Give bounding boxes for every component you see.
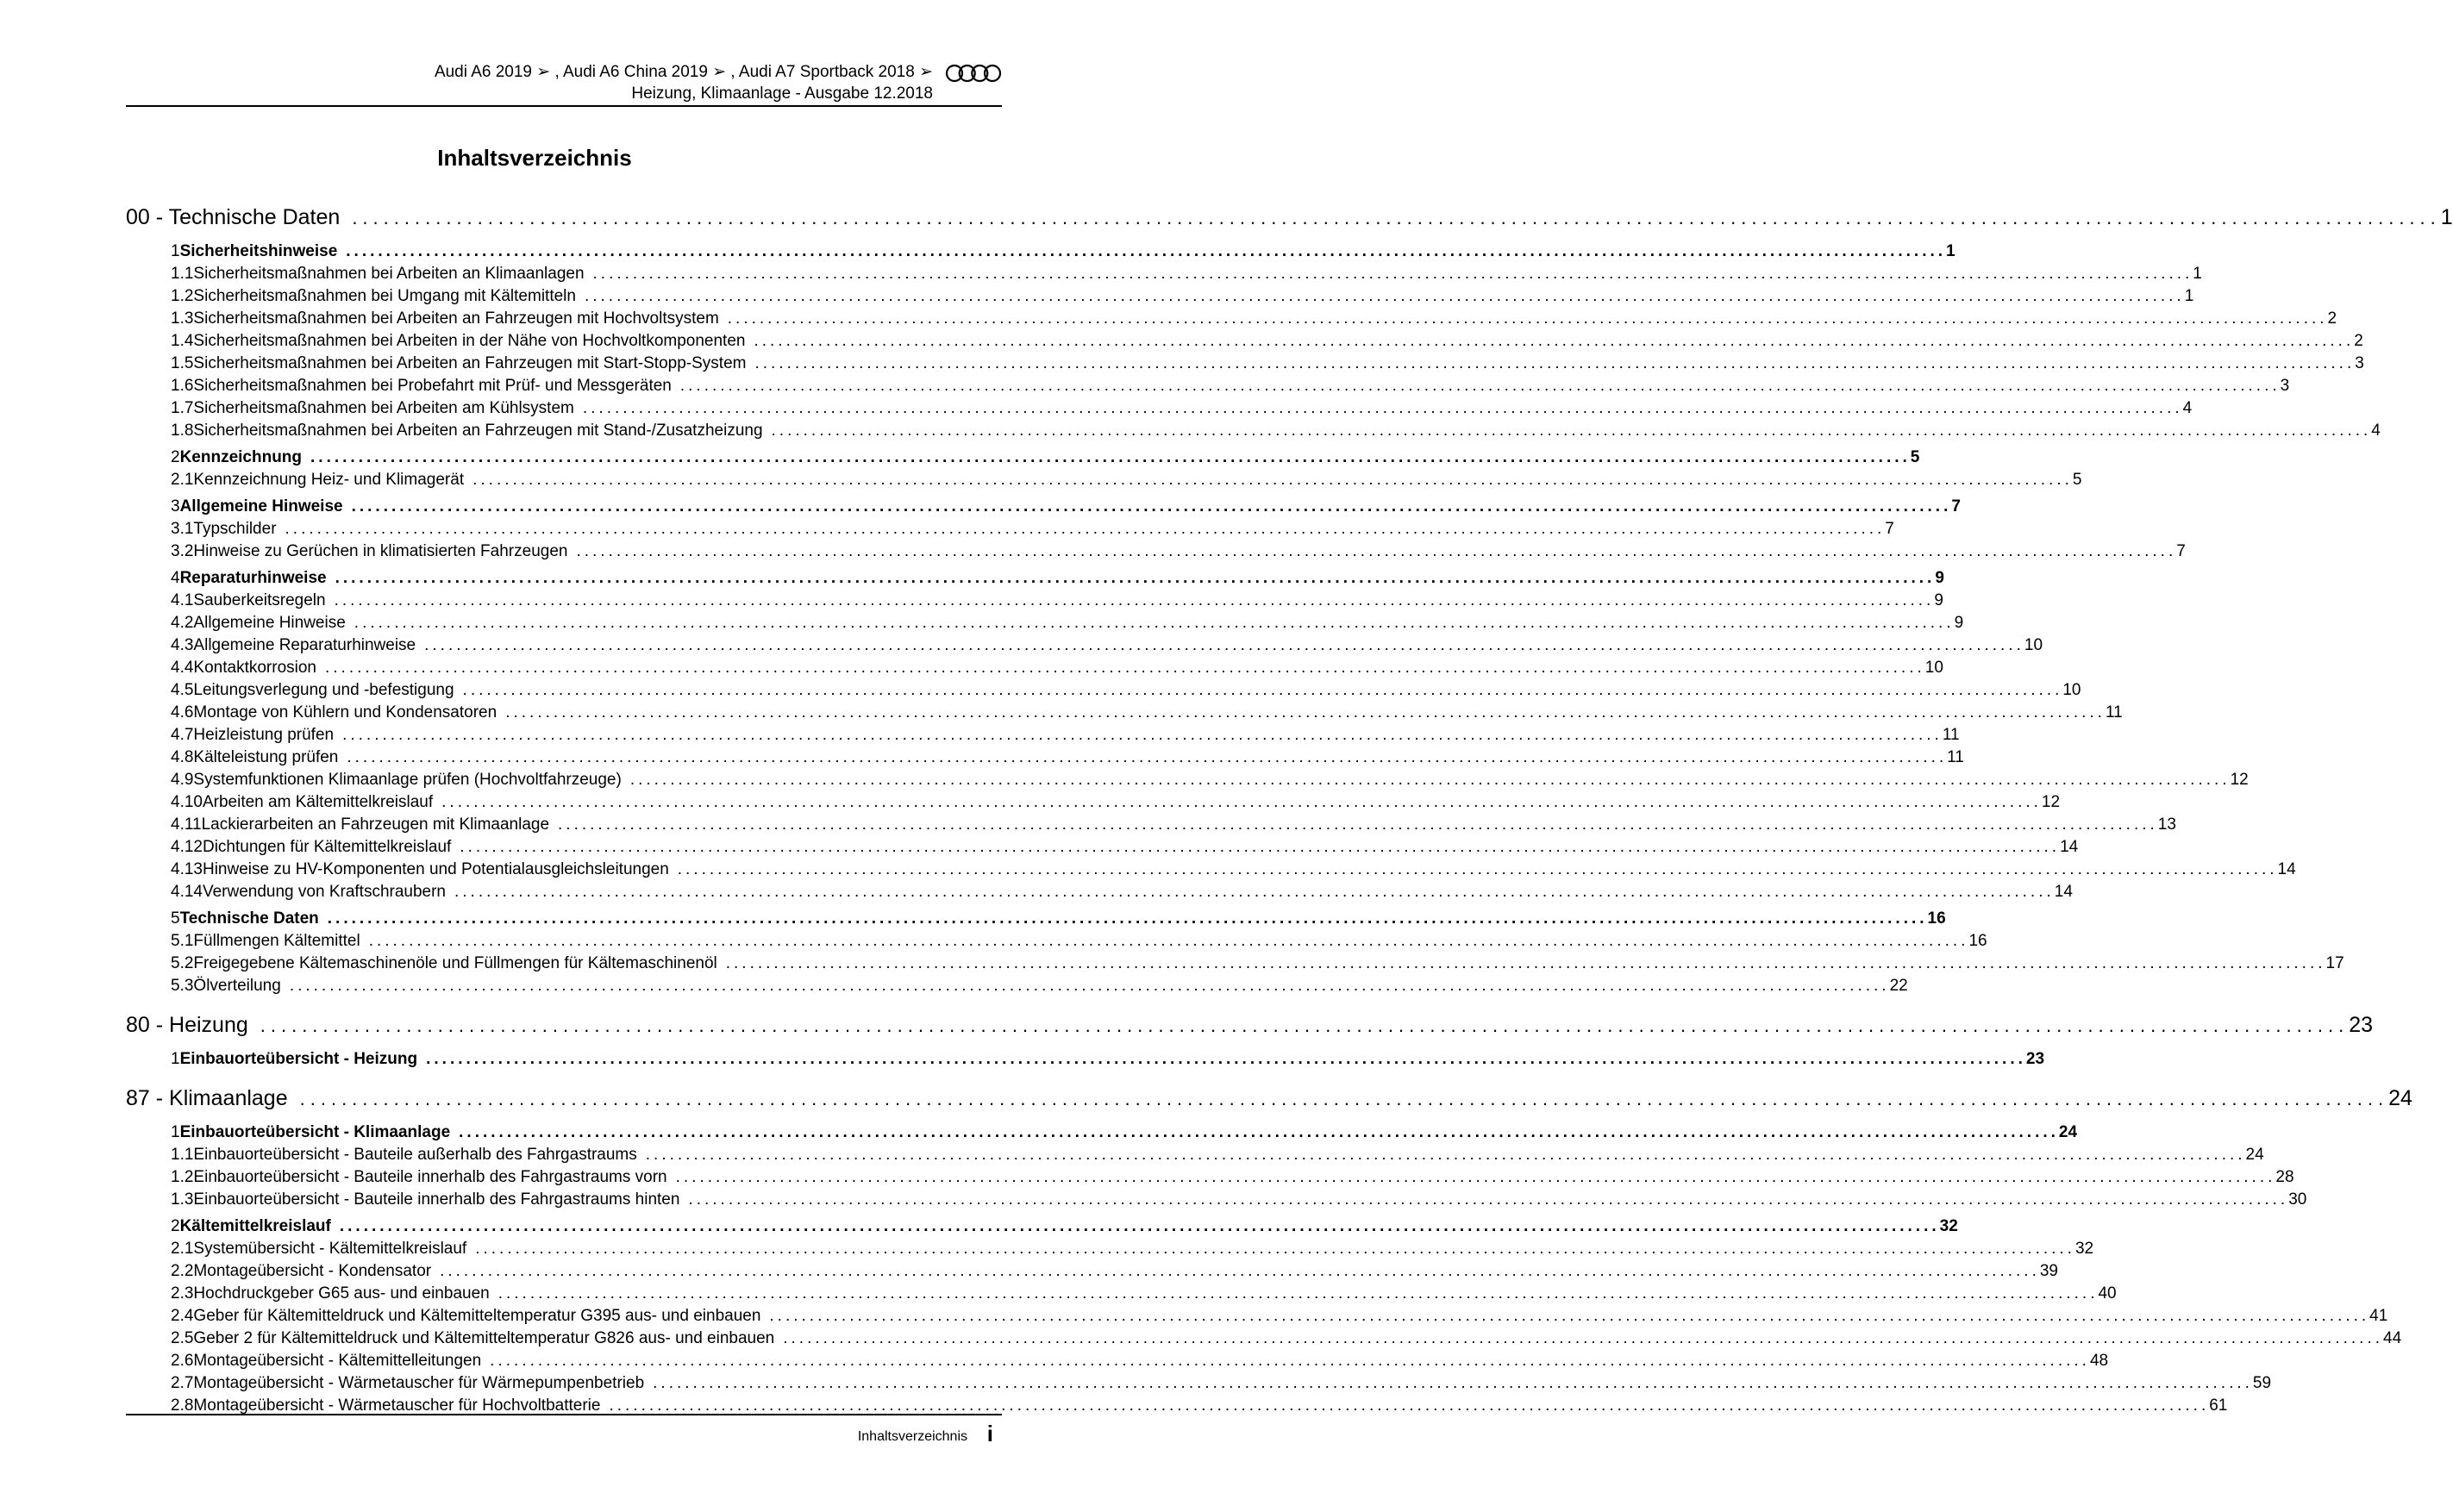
entry-title: Kontaktkorrosion xyxy=(193,659,316,677)
toc-entry[interactable] xyxy=(126,354,2364,377)
dot-leader: ........................................................................................................................................................................................................ xyxy=(771,422,2372,440)
entry-title: Montage von Kühlern und Kondensatoren xyxy=(193,703,497,722)
entry-number: 5.3 xyxy=(171,977,194,995)
entry-title: Montageübersicht - Kondensator xyxy=(193,1262,432,1280)
entry-number: 1.7 xyxy=(171,399,194,417)
dot-leader: ........................................................................................................................................................................................................ xyxy=(424,636,2024,654)
toc-entry[interactable] xyxy=(126,1284,2117,1307)
toc-section[interactable] xyxy=(126,1217,1958,1240)
toc-section[interactable] xyxy=(126,569,1944,591)
entry-title: Montageübersicht - Wärmetauscher für Hochvoltbatterie xyxy=(193,1396,601,1415)
footer-divider xyxy=(126,1414,1002,1415)
entry-number: 2.5 xyxy=(171,1329,194,1347)
entry-page-number: 30 xyxy=(2288,1190,2307,1209)
toc-entry[interactable] xyxy=(126,636,2043,659)
dot-leader: ........................................................................................................................................................................................................ xyxy=(675,1168,2276,1186)
dot-leader: ........................................................................................................................................................................................................ xyxy=(440,1262,2040,1280)
entry-title: Sicherheitsmaßnahmen bei Probefahrt mit Prüf- und Messgeräten xyxy=(193,377,672,395)
table-of-contents xyxy=(126,205,2453,1419)
dot-leader: ........................................................................................................................................................................................................ xyxy=(727,309,2328,328)
entry-page-number: 17 xyxy=(2325,954,2344,972)
entry-number: 1.3 xyxy=(171,1190,194,1209)
entry-title: Einbauorteübersicht - Bauteile innerhalb des Fahrgastraums vorn xyxy=(193,1168,667,1186)
toc-chapter[interactable] xyxy=(126,1013,2374,1046)
header-manual-title: Heizung, Klimaanlage - Ausgabe 12.2018 xyxy=(631,84,933,103)
entry-page-number: 40 xyxy=(2098,1284,2117,1303)
dot-leader: ........................................................................................................................................................................................................ xyxy=(347,748,1948,766)
entry-page-number: 41 xyxy=(2369,1307,2388,1325)
entry-number: 1.8 xyxy=(171,422,194,440)
toc-section[interactable] xyxy=(126,497,1961,520)
dot-leader: ........................................................................................................................................................................................................ xyxy=(490,1352,2090,1370)
dot-leader: ........................................................................................................................................................................................................ xyxy=(454,883,2055,901)
toc-entry[interactable] xyxy=(126,1374,2272,1396)
page-title: Inhaltsverzeichnis xyxy=(437,145,632,171)
entry-title: Leitungsverlegung und -befestigung xyxy=(193,681,454,699)
entry-title: Montageübersicht - Wärmetauscher für Wärmepumpenbetrieb xyxy=(193,1374,645,1392)
entry-page-number: 48 xyxy=(2089,1352,2109,1370)
entry-number: 5.2 xyxy=(171,954,194,972)
entry-number: 1.4 xyxy=(171,332,194,350)
toc-entry[interactable] xyxy=(126,932,1987,954)
toc-section[interactable] xyxy=(126,909,1946,932)
entry-page-number: 12 xyxy=(2230,771,2249,789)
dot-leader: ........................................................................................................................................................................................................ xyxy=(352,207,2441,228)
entry-page-number: 24 xyxy=(2058,1123,2078,1141)
dot-leader: ........................................................................................................................................................................................................ xyxy=(354,614,1955,632)
entry-number: 3 xyxy=(171,497,180,515)
toc-entry[interactable] xyxy=(126,399,2193,422)
toc-entry[interactable] xyxy=(126,520,1894,542)
entry-title: Verwendung von Kraftschraubern xyxy=(202,883,446,901)
dot-leader: ........................................................................................................................................................................................................ xyxy=(441,793,2042,811)
entry-page-number: 14 xyxy=(2060,838,2079,856)
entry-page-number: 32 xyxy=(1939,1217,1958,1235)
dot-leader: ........................................................................................................................................................................................................ xyxy=(582,399,2183,417)
entry-title: Hinweise zu Gerüchen in klimatisierten Fahrzeugen xyxy=(193,542,568,560)
page-header xyxy=(126,60,1002,107)
entry-number: 3.1 xyxy=(171,520,194,538)
toc-section[interactable] xyxy=(126,448,1920,471)
dot-leader: ........................................................................................................................................................................................................ xyxy=(629,771,2231,789)
toc-entry[interactable] xyxy=(126,1240,2094,1262)
toc-entry[interactable] xyxy=(126,793,2061,815)
entry-title: Einbauorteübersicht - Bauteile innerhalb des Fahrgastraums hinten xyxy=(193,1190,680,1209)
dot-leader: ........................................................................................................................................................................................................ xyxy=(783,1329,2384,1347)
entry-number: 4.14 xyxy=(171,883,203,901)
toc-entry[interactable] xyxy=(126,1168,2294,1190)
entry-number: 2 xyxy=(171,1217,180,1235)
toc-section[interactable] xyxy=(126,242,1956,265)
entry-page-number: 11 xyxy=(2105,703,2123,722)
toc-entry[interactable] xyxy=(126,542,2186,565)
toc-entry[interactable] xyxy=(126,860,2296,883)
toc-entry[interactable] xyxy=(126,883,2073,905)
entry-page-number: 24 xyxy=(2245,1146,2264,1164)
entry-number: 1.2 xyxy=(171,1168,194,1186)
entry-number: 2.2 xyxy=(171,1262,194,1280)
entry-page-number: 1 xyxy=(1946,242,1956,260)
dot-leader: ........................................................................................................................................................................................................ xyxy=(677,860,2278,878)
toc-entry[interactable] xyxy=(126,954,2344,977)
chapter-title: 80 - Heizung xyxy=(126,1013,248,1037)
entry-title: Sicherheitshinweise xyxy=(179,242,338,260)
footer-label: Inhaltsverzeichnis xyxy=(857,1429,967,1444)
entry-title: Einbauorteübersicht - Bauteile außerhalb des Fahrgastraums xyxy=(193,1146,637,1164)
entry-title: Systemfunktionen Klimaanlage prüfen (Hochvoltfahrzeuge) xyxy=(193,771,622,789)
entry-number: 3.2 xyxy=(171,542,194,560)
entry-page-number: 59 xyxy=(2252,1374,2272,1392)
entry-page-number: 2 xyxy=(2354,332,2363,350)
entry-title: Systemübersicht - Kältemittelkreislauf xyxy=(193,1240,467,1258)
entry-number: 1.2 xyxy=(171,287,194,305)
toc-entry[interactable] xyxy=(126,1146,2264,1168)
entry-number: 4.12 xyxy=(171,838,203,856)
chapter-page-number: 1 xyxy=(2440,205,2453,229)
toc-entry[interactable] xyxy=(126,1307,2388,1329)
entry-page-number: 16 xyxy=(1968,932,1987,950)
entry-page-number: 11 xyxy=(1942,726,1960,744)
entry-title: Einbauorteübersicht - Klimaanlage xyxy=(179,1123,451,1141)
entry-title: Sicherheitsmaßnahmen bei Arbeiten in der Nähe von Hochvoltkomponenten xyxy=(193,332,746,350)
entry-number: 4.4 xyxy=(171,659,194,677)
entry-page-number: 28 xyxy=(2275,1168,2294,1186)
entry-page-number: 7 xyxy=(2176,542,2186,560)
dot-leader: ........................................................................................................................................................................................................ xyxy=(558,815,2158,834)
toc-section[interactable] xyxy=(126,1050,2045,1072)
toc-entry[interactable] xyxy=(126,681,2081,703)
entry-page-number: 7 xyxy=(1951,497,1961,515)
dot-leader: ........................................................................................................................................................................................................ xyxy=(327,909,1928,928)
entry-page-number: 22 xyxy=(1889,977,1908,995)
dot-leader: ........................................................................................................................................................................................................ xyxy=(260,1015,2350,1036)
toc-entry[interactable] xyxy=(126,287,2194,309)
entry-number: 4.1 xyxy=(171,591,194,609)
entry-title: Hochdruckgeber G65 aus- und einbauen xyxy=(193,1284,490,1303)
entry-title: Sicherheitsmaßnahmen bei Arbeiten an Fahrzeugen mit Start-Stopp-System xyxy=(193,354,747,372)
toc-entry[interactable] xyxy=(126,591,1943,614)
dot-leader: ........................................................................................................................................................................................................ xyxy=(335,569,1936,587)
dot-leader: ........................................................................................................................................................................................................ xyxy=(688,1190,2289,1209)
entry-title: Kennzeichnung xyxy=(179,448,303,466)
entry-number: 2 xyxy=(171,448,180,466)
audi-rings-logo xyxy=(945,64,1002,83)
dot-leader: ........................................................................................................................................................................................................ xyxy=(342,726,1943,744)
toc-entry[interactable] xyxy=(126,1329,2402,1352)
entry-page-number: 9 xyxy=(1954,614,1964,632)
entry-title: Freigegebene Kältemaschinenöle und Füllmengen für Kältemaschinenöl xyxy=(193,954,717,972)
entry-page-number: 4 xyxy=(2371,422,2381,440)
entry-number: 1.5 xyxy=(171,354,194,372)
entry-number: 4.10 xyxy=(171,793,203,811)
toc-entry[interactable] xyxy=(126,703,2123,726)
entry-page-number: 13 xyxy=(2157,815,2176,834)
entry-title: Allgemeine Reparaturhinweise xyxy=(193,636,416,654)
dot-leader: ........................................................................................................................................................................................................ xyxy=(725,954,2326,972)
entry-number: 4.2 xyxy=(171,614,194,632)
entry-number: 1.1 xyxy=(171,265,194,283)
dot-leader: ........................................................................................................................................................................................................ xyxy=(653,1374,2253,1392)
entry-title: Technische Daten xyxy=(179,909,319,928)
dot-leader: ........................................................................................................................................................................................................ xyxy=(754,332,2355,350)
entry-number: 4.8 xyxy=(171,748,194,766)
toc-entry[interactable] xyxy=(126,838,2079,860)
entry-page-number: 1 xyxy=(2184,287,2194,305)
dot-leader: ........................................................................................................................................................................................................ xyxy=(645,1146,2246,1164)
toc-entry[interactable] xyxy=(126,422,2381,444)
entry-number: 1 xyxy=(171,1050,180,1068)
toc-entry[interactable] xyxy=(126,659,1943,681)
entry-title: Sicherheitsmaßnahmen bei Umgang mit Kältemitteln xyxy=(193,287,576,305)
entry-number: 5.1 xyxy=(171,932,194,950)
entry-page-number: 14 xyxy=(2054,883,2073,901)
entry-number: 2.7 xyxy=(171,1374,194,1392)
dot-leader: ........................................................................................................................................................................................................ xyxy=(351,497,1952,515)
entry-number: 1 xyxy=(171,242,180,260)
dot-leader: ........................................................................................................................................................................................................ xyxy=(592,265,2193,283)
entry-number: 4.9 xyxy=(171,771,194,789)
dot-leader: ........................................................................................................................................................................................................ xyxy=(754,354,2356,372)
entry-number: 4.7 xyxy=(171,726,194,744)
entry-number: 1.1 xyxy=(171,1146,194,1164)
entry-number: 4.11 xyxy=(171,815,202,834)
entry-page-number: 5 xyxy=(1910,448,1920,466)
toc-chapter[interactable] xyxy=(126,1086,2412,1119)
entry-page-number: 1 xyxy=(2193,265,2202,283)
footer-page-number: i xyxy=(986,1421,993,1446)
toc-entry[interactable] xyxy=(126,309,2337,332)
entry-title: Sauberkeitsregeln xyxy=(193,591,326,609)
entry-number: 1.3 xyxy=(171,309,194,328)
toc-entry[interactable] xyxy=(126,614,1964,636)
dot-leader: ........................................................................................................................................................................................................ xyxy=(462,681,2063,699)
dot-leader: ........................................................................................................................................................................................................ xyxy=(289,977,1890,995)
toc-section[interactable] xyxy=(126,1123,2078,1146)
entry-number: 5 xyxy=(171,909,180,928)
dot-leader: ........................................................................................................................................................................................................ xyxy=(769,1307,2370,1325)
entry-page-number: 14 xyxy=(2277,860,2296,878)
dot-leader: ........................................................................................................................................................................................................ xyxy=(339,1217,1940,1235)
entry-page-number: 16 xyxy=(1927,909,1946,928)
toc-entry[interactable] xyxy=(126,265,2202,287)
entry-title: Sicherheitsmaßnahmen bei Arbeiten am Kühlsystem xyxy=(193,399,574,417)
entry-page-number: 32 xyxy=(2074,1240,2094,1258)
entry-page-number: 23 xyxy=(2025,1050,2045,1068)
entry-title: Sicherheitsmaßnahmen bei Arbeiten an Fahrzeugen mit Hochvoltsystem xyxy=(193,309,719,328)
entry-title: Hinweise zu HV-Komponenten und Potentialausgleichsleitungen xyxy=(202,860,669,878)
entry-number: 2.3 xyxy=(171,1284,194,1303)
entry-title: Ölverteilung xyxy=(193,977,281,995)
entry-page-number: 11 xyxy=(1947,748,1964,766)
entry-title: Füllmengen Kältemittel xyxy=(193,932,360,950)
entry-number: 1.6 xyxy=(171,377,194,395)
entry-page-number: 7 xyxy=(1885,520,1894,538)
entry-title: Dichtungen für Kältemittelkreislauf xyxy=(202,838,452,856)
entry-title: Montageübersicht - Kältemittelleitungen xyxy=(193,1352,482,1370)
chapter-title: 87 - Klimaanlage xyxy=(126,1086,288,1110)
dot-leader: ........................................................................................................................................................................................................ xyxy=(679,377,2281,395)
entry-title: Geber 2 für Kältemitteldruck und Kältemitteltemperatur G826 aus- und einbauen xyxy=(193,1329,775,1347)
entry-number: 4.5 xyxy=(171,681,194,699)
entry-title: Kältemittelkreislauf xyxy=(179,1217,331,1235)
entry-title: Allgemeine Hinweise xyxy=(179,497,343,515)
toc-entry[interactable] xyxy=(126,748,1964,771)
entry-number: 2.6 xyxy=(171,1352,194,1370)
dot-leader: ........................................................................................................................................................................................................ xyxy=(346,242,1947,260)
dot-leader: ........................................................................................................................................................................................................ xyxy=(460,838,2061,856)
dot-leader: ........................................................................................................................................................................................................ xyxy=(472,471,2073,489)
dot-leader: ........................................................................................................................................................................................................ xyxy=(299,1088,2389,1109)
entry-page-number: 5 xyxy=(2072,471,2082,489)
entry-title: Kennzeichnung Heiz- und Klimagerät xyxy=(193,471,465,489)
toc-entry[interactable] xyxy=(126,471,2082,493)
entry-number: 4.6 xyxy=(171,703,194,722)
entry-number: 2.4 xyxy=(171,1307,194,1325)
dot-leader: ........................................................................................................................................................................................................ xyxy=(497,1284,2099,1303)
dot-leader: ........................................................................................................................................................................................................ xyxy=(285,520,1886,538)
dot-leader: ........................................................................................................................................................................................................ xyxy=(584,287,2185,305)
entry-page-number: 2 xyxy=(2327,309,2337,328)
entry-title: Arbeiten am Kältemittelkreislauf xyxy=(202,793,434,811)
dot-leader: ........................................................................................................................................................................................................ xyxy=(576,542,2177,560)
entry-title: Lackierarbeiten an Fahrzeugen mit Klimaanlage xyxy=(201,815,550,834)
entry-title: Sicherheitsmaßnahmen bei Arbeiten an Fahrzeugen mit Stand-/Zusatzheizung xyxy=(193,422,763,440)
toc-entry[interactable] xyxy=(126,815,2176,838)
entry-page-number: 9 xyxy=(1935,569,1944,587)
entry-number: 1 xyxy=(171,1123,180,1141)
entry-number: 2.1 xyxy=(171,471,194,489)
entry-title: Geber für Kältemitteldruck und Kältemitteltemperatur G395 aus- und einbauen xyxy=(193,1307,761,1325)
toc-entry[interactable] xyxy=(126,977,1908,999)
toc-entry[interactable] xyxy=(126,1352,2109,1374)
entry-number: 4.13 xyxy=(171,860,203,878)
entry-page-number: 10 xyxy=(2024,636,2043,654)
toc-entry[interactable] xyxy=(126,1190,2307,1213)
dot-leader: ........................................................................................................................................................................................................ xyxy=(609,1396,2210,1415)
entry-title: Reparaturhinweise xyxy=(179,569,327,587)
header-vehicle-models: Audi A6 2019 ➢ , Audi A6 China 2019 ➢ , Audi A7 Sportback 2018 ➢ xyxy=(434,63,933,81)
dot-leader: ........................................................................................................................................................................................................ xyxy=(505,703,2106,722)
entry-title: Heizleistung prüfen xyxy=(193,726,335,744)
dot-leader: ........................................................................................................................................................................................................ xyxy=(368,932,1969,950)
entry-number: 4.3 xyxy=(171,636,194,654)
dot-leader: ........................................................................................................................................................................................................ xyxy=(310,448,1911,466)
chapter-page-number: 24 xyxy=(2388,1086,2412,1110)
entry-title: Typschilder xyxy=(193,520,277,538)
toc-chapter[interactable] xyxy=(126,205,2453,238)
entry-page-number: 10 xyxy=(1924,659,1943,677)
entry-page-number: 3 xyxy=(2280,377,2290,395)
entry-number: 4 xyxy=(171,569,180,587)
toc-entry[interactable] xyxy=(126,1396,2228,1419)
entry-page-number: 3 xyxy=(2355,354,2364,372)
toc-entry[interactable] xyxy=(126,377,2290,399)
entry-page-number: 10 xyxy=(2062,681,2081,699)
toc-entry[interactable] xyxy=(126,1262,2058,1284)
chapter-title: 00 - Technische Daten xyxy=(126,205,341,229)
toc-entry[interactable] xyxy=(126,726,1960,748)
entry-page-number: 44 xyxy=(2383,1329,2402,1347)
toc-entry[interactable] xyxy=(126,771,2249,793)
entry-number: 2.8 xyxy=(171,1396,194,1415)
dot-leader: ........................................................................................................................................................................................................ xyxy=(459,1123,2059,1141)
entry-page-number: 9 xyxy=(1934,591,1943,609)
entry-page-number: 39 xyxy=(2039,1262,2058,1280)
dot-leader: ........................................................................................................................................................................................................ xyxy=(334,591,1935,609)
dot-leader: ........................................................................................................................................................................................................ xyxy=(426,1050,2026,1068)
entry-number: 2.1 xyxy=(171,1240,194,1258)
chapter-page-number: 23 xyxy=(2349,1013,2374,1037)
entry-page-number: 4 xyxy=(2182,399,2193,417)
dot-leader: ........................................................................................................................................................................................................ xyxy=(475,1240,2075,1258)
toc-entry[interactable] xyxy=(126,332,2363,354)
entry-page-number: 12 xyxy=(2041,793,2061,811)
entry-title: Allgemeine Hinweise xyxy=(193,614,346,632)
dot-leader: ........................................................................................................................................................................................................ xyxy=(325,659,1925,677)
entry-page-number: 61 xyxy=(2209,1396,2228,1415)
entry-title: Einbauorteübersicht - Heizung xyxy=(179,1050,418,1068)
entry-title: Sicherheitsmaßnahmen bei Arbeiten an Klimaanlagen xyxy=(193,265,585,283)
entry-title: Kälteleistung prüfen xyxy=(193,748,339,766)
